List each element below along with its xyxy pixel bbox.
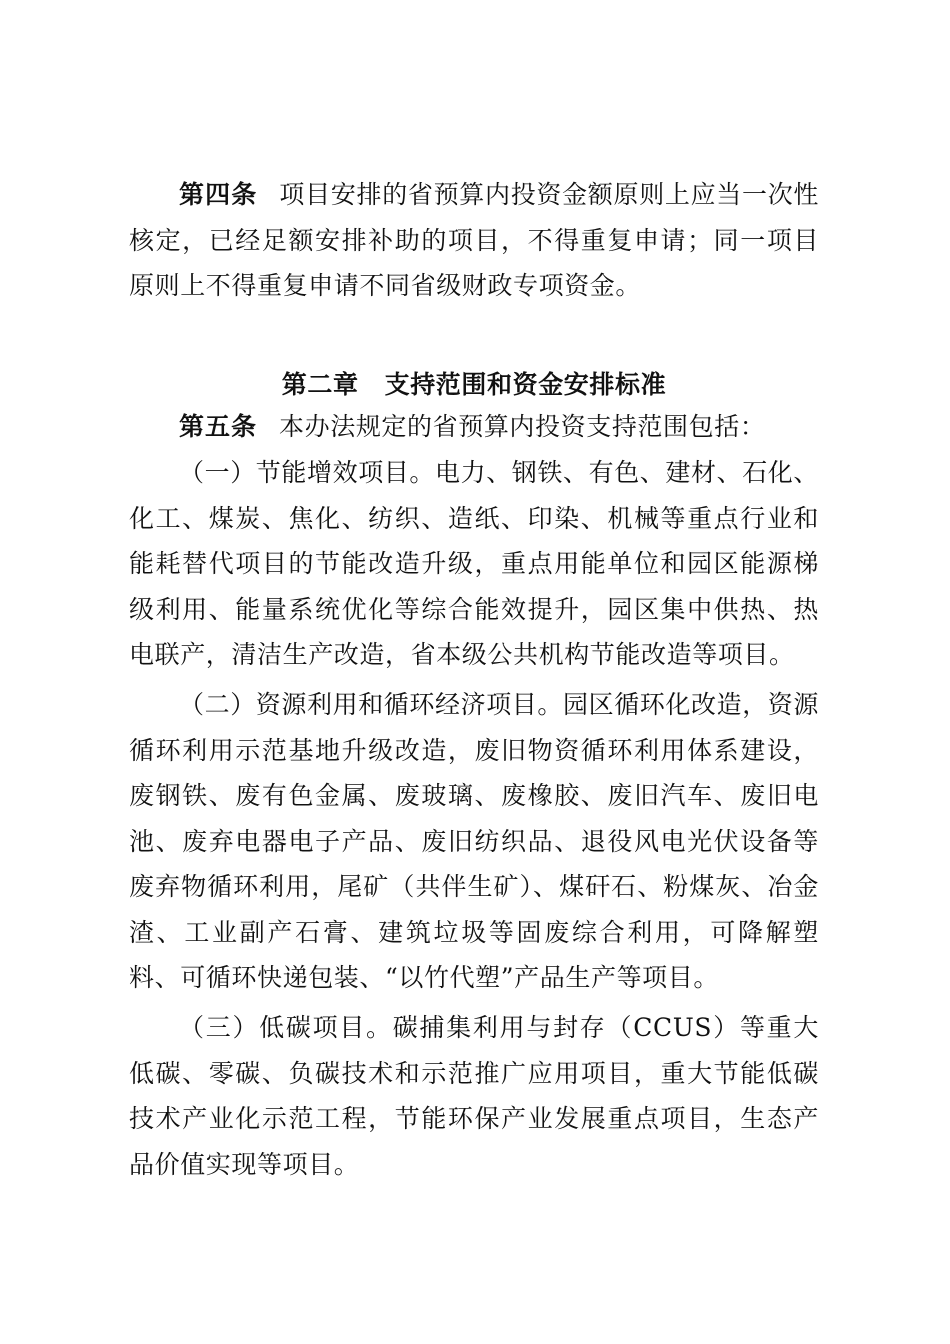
article-4-text: 项目安排的省预算内投资金额原则上应当一次性核定，已经足额安排补助的项目，不得重复申请；同一项目原则上不得重复申请不同省级财政专项资金。 [129,180,819,300]
chapter-2-heading [129,362,819,407]
chapter-2-title: 支持范围和资金安排标准 [384,370,667,399]
article-4-paragraph [129,172,819,309]
item-3-paragraph: （三）低碳项目。碳捕集利用与封存（CCUS）等重大低碳、零碳、负碳技术和示范推广应用项目，重大节能低碳技术产业化示范工程，节能环保产业发展重点项目，生态产品价值实现等项目。 [129,1013,819,1179]
article-5-text: 本办法规定的省预算内投资支持范围包括： [279,412,766,441]
article-5-paragraph [129,404,819,450]
article-4-label: 第四条 [179,180,258,209]
chapter-2-number: 第二章 [281,370,359,399]
item-1-paragraph: （一）节能增效项目。电力、钢铁、有色、建材、石化、化工、煤炭、焦化、纺织、造纸、印染、机械等重点行业和能耗替代项目的节能改造升级，重点用能单位和园区能源梯级利用、能量系统优化等综合能效提升，园区集中供热、热电联产，清洁生产改造，省本级公共机构节能改造等项目。 [129,458,820,669]
item-2-paragraph: （二）资源利用和循环经济项目。园区循环化改造，资源循环利用示范基地升级改造，废旧物资循环利用体系建设，废钢铁、废有色金属、废玻璃、废橡胶、废旧汽车、废旧电池、废弃电器电子产品、废旧纺织品、退役风电光伏设备等废弃物循环利用，尾矿（共伴生矿）、煤矸石、粉煤灰、冶金渣、工业副产石膏、建筑垃圾等固废综合利用，可降解塑料、可循环快递包装、“以竹代塑”产品生产等项目。 [129,690,820,992]
article-5-label: 第五条 [179,412,258,441]
